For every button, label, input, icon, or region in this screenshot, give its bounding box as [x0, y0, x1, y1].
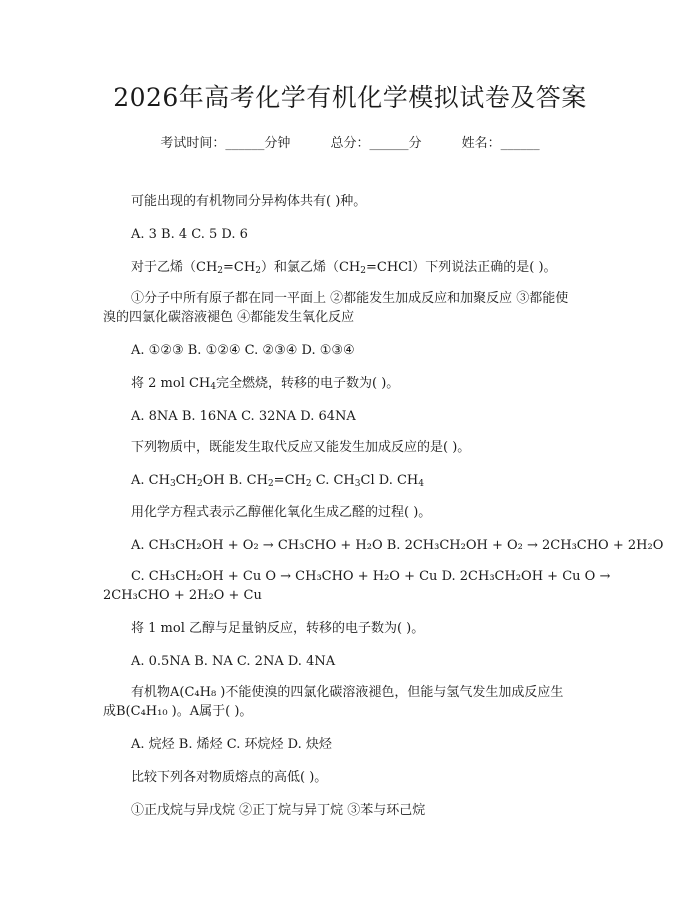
question-5: 用化学方程式表示乙醇催化氧化生成乙醛的过程( )。	[131, 505, 432, 520]
question-8: 比较下列各对物质熔点的高低( )。	[131, 770, 328, 785]
subscript: 2	[267, 479, 274, 489]
subscript: 2	[217, 266, 224, 276]
subscript: 2	[196, 479, 203, 489]
question-7-options: A. 烷烃 B. 烯烃 C. 环烷烃 D. 炔烃	[131, 737, 332, 752]
exam-meta	[0, 132, 700, 151]
q4-part-d: =CH	[273, 473, 306, 488]
q3-part-b: 完全燃烧，转移的电子数为( )。	[216, 376, 400, 391]
question-3-options: A. 8NA B. 16NA C. 32NA D. 64NA	[131, 409, 356, 424]
subscript: 2	[360, 266, 366, 276]
q2-part-b: =CH	[223, 260, 256, 275]
q4-part-e: C. CH	[311, 473, 355, 488]
q4-part-c: OH B. CH	[202, 473, 268, 488]
question-5-options-line-3: 2CH₃CHO + 2H₂O + Cu	[103, 588, 262, 603]
q4-part-b: CH	[175, 473, 197, 488]
subscript: 2	[305, 479, 312, 489]
question-7-line-1: 有机物A(C₄H₈ )不能使溴的四氯化碳溶液褪色，但能与氢气发生加成反应生	[131, 685, 564, 700]
subscript: 3	[169, 479, 176, 489]
q2-part-c: ）和氯乙烯（CH	[260, 260, 361, 275]
q4-part-f: Cl D. CH	[360, 473, 419, 488]
question-2	[131, 258, 557, 278]
page-title: 2026年高考化学有机化学模拟试卷及答案	[113, 83, 587, 112]
question-5-options-line-1: A. CH₃CH₂OH + O₂ → CH₃CHO + H₂O B. 2CH₃CH₂OH + O₂ → 2CH₃CHO + 2H₂O	[131, 538, 664, 553]
exam-time: 考试时间：______分钟	[160, 136, 291, 151]
q4-part-a: A. CH	[131, 473, 170, 488]
question-2-statements-line-2: 溴的四氯化碳溶液褪色 ④都能发生氧化反应	[103, 310, 355, 325]
question-6: 将 1 mol 乙醇与足量钠反应，转移的电子数为( )。	[131, 621, 425, 636]
question-3	[131, 374, 399, 394]
question-2-statements-line-1: ①分子中所有原子都在同一平面上 ②都能发生加成反应和加聚反应 ③都能使	[131, 291, 569, 306]
question-8-items: ①正戊烷与异戊烷 ②正丁烷与异丁烷 ③苯与环己烷	[131, 803, 426, 818]
student-name: 姓名：______	[461, 136, 540, 151]
question-6-options: A. 0.5NA B. NA C. 2NA D. 4NA	[131, 654, 336, 669]
question-4: 下列物质中，既能发生取代反应又能发生加成反应的是( )。	[131, 440, 471, 455]
subscript: 4	[210, 382, 216, 392]
question-1-options: A. 3 B. 4 C. 5 D. 6	[131, 227, 248, 242]
question-4-options	[131, 471, 424, 491]
subscript: 4	[418, 479, 424, 489]
question-5-options-line-2: C. CH₃CH₂OH + Cu O → CH₃CHO + H₂O + Cu D. 2CH₃CH₂OH + Cu O →	[131, 569, 611, 584]
question-2-options: A. ①②③ B. ①②④ C. ②③④ D. ①③④	[131, 343, 355, 358]
exam-score: 总分：______分	[330, 136, 422, 151]
question-1: 可能出现的有机物同分异构体共有( )种。	[131, 194, 367, 209]
q2-part-a: 对于乙烯（CH	[131, 260, 218, 275]
subscript: 2	[255, 266, 261, 276]
q2-part-d: =CHCl）下列说法正确的是( )。	[365, 260, 557, 275]
q3-part-a: 将 2 mol CH	[131, 376, 211, 391]
question-7-line-2: 成B(C₄H₁₀ )。A属于( )。	[103, 704, 253, 719]
subscript: 3	[354, 479, 361, 489]
